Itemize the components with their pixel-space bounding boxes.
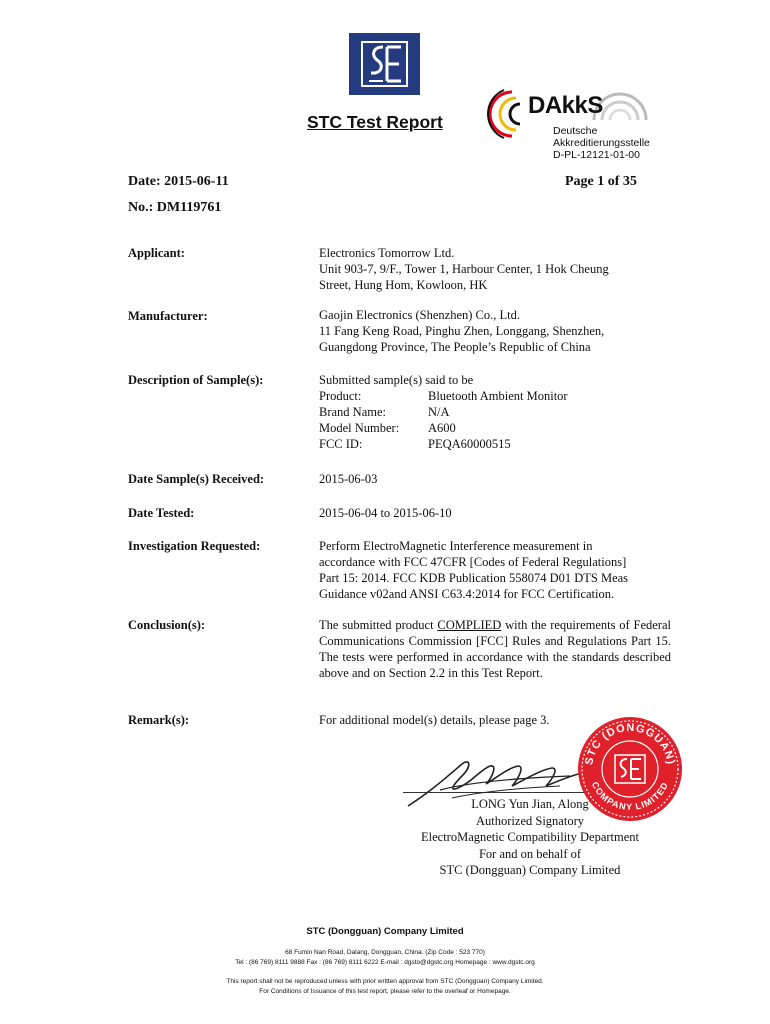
applicant-line-1: Electronics Tomorrow Ltd. <box>319 246 455 260</box>
remark-value: For additional model(s) details, please page 3. <box>319 713 550 727</box>
footer-note-1: This report shall not be reproduced unless with prior written approval from STC (Dongguan) Company Limited. <box>226 978 544 985</box>
footer-address: 68 Fumin Nan Road, Dalang, Dongguan, China. (Zip Code : 523 770) <box>285 949 485 956</box>
applicant-line-3: Street, Hung Hom, Kowloon, HK <box>319 278 488 292</box>
model-value: A600 <box>428 421 456 435</box>
footer-contact: Tel : (86 769) 8111 9888 Fax : (86 769) 8111 6222 E-mail : dgsto@dgstc.org Homepage : www.dgstc.org <box>235 959 535 966</box>
manufacturer-line-3: Guangdong Province, The People’s Republic of China <box>319 340 591 354</box>
conclusion-value <box>319 617 671 681</box>
remark-label: Remark(s): <box>128 713 190 727</box>
tested-value: 2015-06-04 to 2015-06-10 <box>319 506 452 520</box>
sample-row <box>319 420 671 436</box>
investigation-line-4: Guidance v02and ANSI C63.4:2014 for FCC Certification. <box>319 587 615 601</box>
received-label: Date Sample(s) Received: <box>128 472 265 486</box>
fcc-id-key: FCC ID: <box>319 437 363 451</box>
conclusion-post: with the requirements of Federal Communications Commission [FCC] Rules and Regulations Part 15. The tests were performed in accordance with the standards described above and on Section 2.2 in this Test Report. <box>319 618 671 680</box>
applicant-label: Applicant: <box>128 246 185 260</box>
page-footer <box>0 926 770 997</box>
brand-value: N/A <box>428 405 450 419</box>
manufacturer-label: Manufacturer: <box>128 309 208 323</box>
brand-key: Brand Name: <box>319 405 386 419</box>
investigation-label: Investigation Requested: <box>128 539 261 553</box>
investigation-line-2: accordance with FCC 47CFR [Codes of Federal Regulations] <box>319 555 627 569</box>
signatory-department: ElectroMagnetic Compatibility Department <box>421 830 639 844</box>
seal-bottom-text: COMPANY LIMITED <box>589 780 671 813</box>
conclusion-pre: The submitted product <box>319 618 438 632</box>
fcc-id-value: PEQA60000515 <box>428 437 511 451</box>
received-value: 2015-06-03 <box>319 472 378 486</box>
manufacturer-line-2: 11 Fang Keng Road, Pinghu Zhen, Longgang, Shenzhen, <box>319 324 605 338</box>
applicant-value <box>319 245 671 293</box>
dakks-line-3: D-PL-12121-01-00 <box>553 149 640 161</box>
footer-company: STC (Dongguan) Company Limited <box>306 926 464 937</box>
stc-logo-icon <box>349 33 420 95</box>
sample-row <box>319 436 671 452</box>
report-title: STC Test Report <box>307 112 443 132</box>
investigation-line-3: Part 15: 2014. FCC KDB Publication 558074 D01 DTS Meas <box>319 571 629 585</box>
page-number: Page 1 of 35 <box>565 174 637 189</box>
product-value: Bluetooth Ambient Monitor <box>428 389 568 403</box>
signatory-block <box>390 796 670 879</box>
conclusion-emphasis: COMPLIED <box>437 618 502 632</box>
footer-note-2: For Conditions of Issuance of this test report, please refer to the overleaf or Homepage. <box>259 988 511 995</box>
manufacturer-value <box>319 307 671 355</box>
signatory-behalf: For and on behalf of <box>478 846 582 861</box>
dakks-arcs-icon <box>482 88 526 140</box>
signatory-name: LONG Yun Jian, Along <box>471 797 589 811</box>
dakks-line-1: Deutsche <box>553 125 598 137</box>
model-key: Model Number: <box>319 421 400 435</box>
description-intro: Submitted sample(s) said to be <box>319 373 474 387</box>
tested-label: Date Tested: <box>128 506 195 520</box>
signatory-company: STC (Dongguan) Company Limited <box>439 863 621 877</box>
signatory-title: Authorized Signatory <box>476 813 584 828</box>
sample-row <box>319 404 671 420</box>
investigation-value <box>319 538 671 602</box>
description-label: Description of Sample(s): <box>128 373 264 387</box>
description-value <box>319 372 671 452</box>
conclusion-label: Conclusion(s): <box>128 618 206 632</box>
report-date: Date: 2015-06-11 <box>128 174 229 189</box>
dakks-accreditation-mark <box>482 80 672 162</box>
dakks-name: DAkkS <box>528 92 603 119</box>
manufacturer-line-1: Gaojin Electronics (Shenzhen) Co., Ltd. <box>319 308 520 322</box>
investigation-line-1: Perform ElectroMagnetic Interference measurement in <box>319 539 593 553</box>
product-key: Product: <box>319 389 362 403</box>
sample-row <box>319 388 671 404</box>
seal-top-text: STC (DONGGUAN) <box>583 721 677 766</box>
report-number: No.: DM119761 <box>128 200 222 215</box>
applicant-line-2: Unit 903-7, 9/F., Tower 1, Harbour Center, 1 Hok Cheung <box>319 262 609 276</box>
dakks-line-2: Akkreditierungsstelle <box>553 137 650 149</box>
